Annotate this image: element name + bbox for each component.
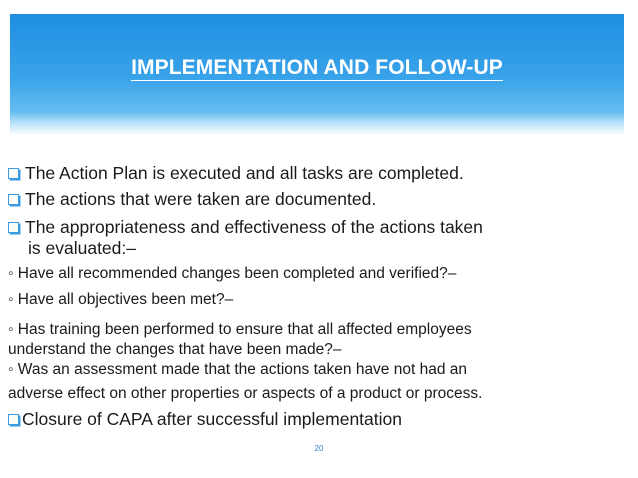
bullet-continuation [28,238,136,259]
page-number: 20 [314,444,324,453]
bullet-text: The actions that were taken are documented. [25,189,377,209]
checkbox-bullet-icon [8,222,19,233]
sub-bullet-item [8,265,456,283]
checkbox-bullet-icon [8,168,19,179]
checkbox-bullet-icon [8,414,19,425]
title-banner [10,14,624,134]
sub-bullet-continuation [8,341,342,359]
sub-bullet-continuation [8,385,482,403]
sub-bullet-text: adverse effect on other properties or aspects of a product or process. [8,385,483,402]
slide-title [10,56,624,80]
sub-bullet-text: ◦ Has training been performed to ensure that all affected employees [8,321,472,338]
bullet-item [8,189,376,210]
bullet-text: is evaluated:– [28,238,136,258]
bullet-item [8,163,464,184]
sub-bullet-item [8,361,467,379]
sub-bullet-item [8,291,233,309]
sub-bullet-text: ◦ Was an assessment made that the actions taken have not had an [8,361,467,378]
closing-bullet-text: Closure of CAPA after successful implementation [22,409,402,429]
closing-bullet-item [8,409,402,430]
sub-bullet-item [8,321,472,339]
bullet-text: The Action Plan is executed and all tasks are completed. [25,163,464,183]
bullet-text: The appropriateness and effectiveness of the actions taken [25,217,483,237]
checkbox-bullet-icon [8,194,19,205]
slide-title-text: IMPLEMENTATION AND FOLLOW-UP [131,56,503,79]
sub-bullet-text: ◦ Have all objectives been met?– [8,291,234,308]
sub-bullet-text: understand the changes that have been made?– [8,341,342,358]
bullet-item [8,217,483,238]
sub-bullet-text: ◦ Have all recommended changes been completed and verified?– [8,265,457,282]
